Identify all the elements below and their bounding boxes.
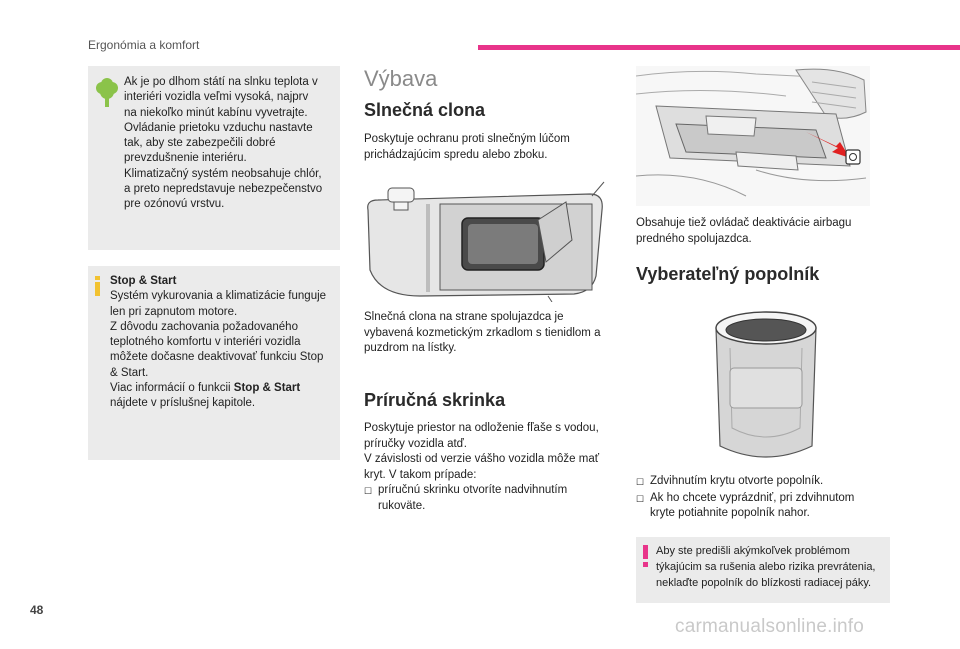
ref-bold: Stop & Start [233, 382, 301, 395]
eco-note-line: pre ozónovú vrstvu. [124, 198, 225, 211]
info-note-text [110, 274, 338, 412]
text-line: predného spolujazdca. [636, 232, 752, 245]
section-header: Ergonómia a komfort [88, 38, 200, 52]
info-note-title: Stop & Start [110, 275, 177, 287]
text-line: neklaďte popolník do blízkosti radiacej páky. [656, 577, 872, 589]
info-note-reference [110, 381, 338, 396]
info-note-line: Systém vykurovania a klimatizácie funguje [110, 290, 327, 303]
text-line: rukoväte. [378, 499, 426, 512]
sun-visor-illustration [360, 180, 618, 302]
sun-visor-caption [364, 310, 624, 357]
eco-note-line: interiéri vozidla veľmi vysoká, najprv [124, 91, 309, 104]
info-icon [94, 276, 102, 296]
bullet-text [378, 483, 567, 514]
list-item [364, 483, 624, 514]
text-line: kryte potiahnite popolník nahor. [650, 507, 810, 519]
text-line: Slnečná clona na strane spolujazdca je [364, 311, 564, 323]
section-title: Výbava [364, 66, 438, 91]
text-line: kryt. V takom prípade: [364, 468, 477, 481]
text-line: Ak ho chcete vyprázdniť, pri zdvihnutom [650, 491, 855, 504]
tree-icon [96, 78, 118, 108]
eco-note-text [124, 75, 336, 213]
glovebox-title: Príručná skrinka [364, 390, 506, 410]
info-note-box [88, 266, 340, 460]
header-accent-bar [478, 45, 960, 50]
info-note-line: Z dôvodu zachovania požadovaného [110, 320, 298, 333]
text-line: puzdrom na lístky. [364, 342, 457, 354]
ashtray-illustration [710, 308, 822, 464]
bullet-icon: ☐ [364, 486, 373, 496]
info-note-line: teplotného komfortu v interiéri vozidla [110, 336, 301, 349]
eco-note-line: Ovládanie prietoku vzduchu nastavte [124, 121, 313, 134]
text-line: týkajúcim sa rušenia alebo rizika prevrátenia, [656, 561, 876, 573]
warning-icon [642, 545, 650, 567]
ashtray-instructions [636, 474, 906, 522]
glovebox-text [364, 421, 624, 514]
text-line: Aby ste predišli akýmkoľvek problémom [656, 545, 850, 557]
info-note-line: len pri zapnutom motore. [110, 305, 238, 318]
watermark: carmanualsonline.info [675, 616, 865, 637]
text-line: Poskytuje priestor na odloženie fľaše s vodou, [364, 422, 599, 434]
sun-visor-intro [364, 132, 614, 163]
info-note-line: & Start. [110, 366, 149, 379]
page-number: 48 [30, 603, 44, 617]
eco-note-line: tak, aby ste zabezpečili dobré [124, 137, 276, 150]
text-line: vybavená kozmetickým zrkadlom s tienidlom a [364, 326, 601, 339]
glovebox-illustration [636, 66, 870, 206]
warning-note-box [636, 537, 890, 603]
bullet-icon: ☐ [636, 477, 645, 487]
airbag-note [636, 216, 906, 247]
list-item [636, 491, 906, 522]
info-note-line: nájdete v príslušnej kapitole. [110, 397, 256, 410]
eco-note-line: Ak je po dlhom státí na slnku teplota v [124, 76, 318, 88]
bullet-icon: ☐ [636, 493, 645, 504]
text-line: Poskytuje ochranu proti slnečným lúčom [364, 133, 570, 145]
eco-note-line: a preto nepredstavuje nebezpečenstvo [124, 183, 323, 196]
info-note-line: môžete dočasne deaktivovať funkciu Stop [110, 351, 324, 364]
eco-note-line: Klimatizačný systém neobsahuje chlór, [124, 167, 322, 180]
eco-note-box [88, 66, 340, 250]
ref-prefix: Viac informácií o funkcii [110, 382, 234, 395]
text-line: Obsahuje tiež ovládač deaktivácie airbagu [636, 217, 852, 229]
eco-note-line: prevzdušnenie interiéru. [124, 152, 247, 165]
list-item [636, 474, 906, 491]
text-line: V závislosti od verzie vášho vozidla môže mať [364, 453, 600, 465]
eco-note-line: na niekoľko minút kabínu vyvetrajte. [124, 106, 308, 119]
text-line: prichádzajúcim spredu alebo zboku. [364, 148, 548, 161]
text-line: Zdvihnutím krytu otvorte popolník. [650, 475, 824, 487]
ashtray-title: Vyberateľný popolník [636, 264, 820, 284]
sun-visor-title: Slnečná clona [364, 100, 486, 120]
warning-text [656, 543, 888, 591]
text-line: príručky vozidla atď. [364, 437, 467, 450]
bullet-text [650, 491, 854, 522]
text-line: príručnú skrinku otvoríte nadvihnutím [378, 484, 568, 496]
